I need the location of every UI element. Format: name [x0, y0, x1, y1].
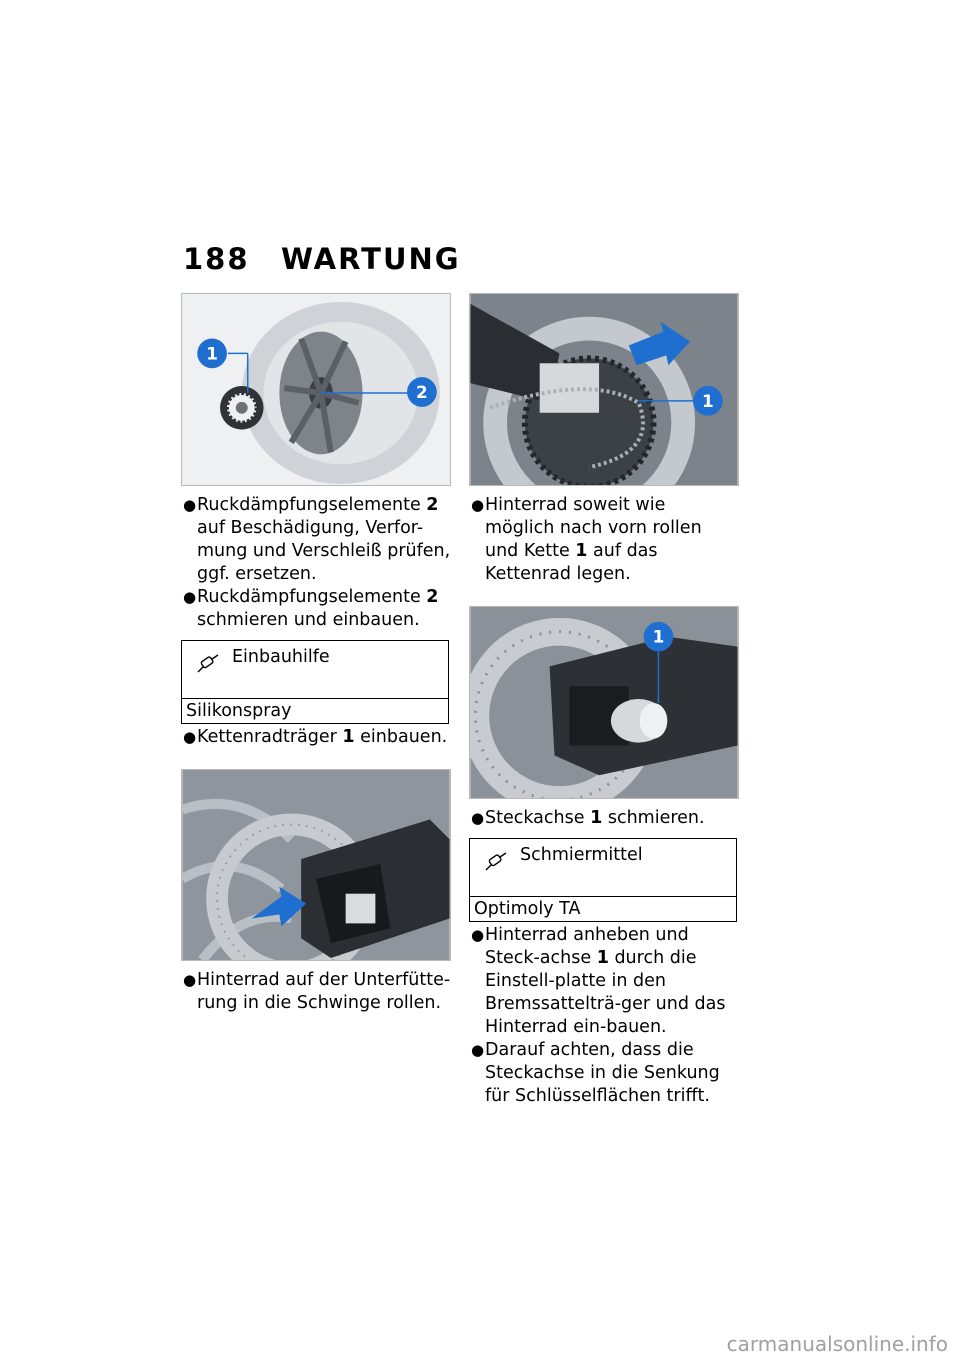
tip-value: Optimoly TA — [470, 896, 736, 921]
wheel-swingarm-illustration — [182, 770, 450, 960]
figure-chain-sprocket — [469, 293, 739, 486]
tip-title: Einbauhilfe — [232, 647, 330, 667]
page-number: 188 — [183, 242, 250, 276]
step-insert-axle: ● Hinterrad anheben und Steck-achse 1 durch die Einstell-platte in den Bremssattelträ-ger und das Hinterrad ein-bauen. — [471, 925, 726, 1037]
reference-number: 2 — [426, 495, 439, 515]
callout-2-label: 2 — [416, 381, 428, 402]
step-install-sprocket-carrier: ● Kettenradträger 1 einbauen. — [183, 727, 448, 747]
reference-number: 1 — [575, 541, 588, 561]
bullet-icon: ● — [471, 1041, 485, 1059]
watermark: carmanualsonline.info — [726, 1332, 948, 1356]
spray-can-icon — [196, 653, 222, 680]
chain-sprocket-illustration — [470, 294, 738, 485]
left-column — [181, 293, 451, 1015]
reference-number: 1 — [342, 727, 355, 747]
step-roll-wheel-into-swingarm: ● Hinterrad auf der Unterfütte-rung in die Schwinge rollen. — [183, 970, 451, 1013]
reference-number: 2 — [426, 587, 439, 607]
step-check-axle-seating: ● Darauf achten, dass die Steckachse in die Senkung für Schlüsselflächen trifft. — [471, 1040, 720, 1106]
bullet-icon: ● — [471, 809, 485, 827]
tip-title: Schmiermittel — [520, 845, 643, 865]
step-lubricate-axle: ● Steckachse 1 schmieren. — [471, 808, 705, 828]
step-lubricate-dampers: ● Ruckdämpfungselemente 2 schmieren und einbauen. — [183, 587, 439, 630]
step-roll-wheel-forward: ● Hinterrad soweit wie möglich nach vorn rollen und Kette 1 auf das Kettenrad legen. — [471, 495, 702, 584]
step-check-dampers: ● Ruckdämpfungselemente 2 auf Beschädigung, Verfor-mung und Verschleiß prüfen, ggf. ersetzen. — [183, 495, 451, 584]
callout-1-label: 1 — [702, 390, 714, 411]
callout-1-label: 1 — [206, 343, 218, 364]
bullet-icon: ● — [471, 926, 485, 944]
reference-number: 1 — [590, 808, 603, 828]
right-column — [469, 293, 739, 1108]
section-title: WARTUNG — [281, 242, 461, 276]
tip-value: Silikonspray — [182, 698, 448, 723]
figure-axle — [469, 606, 739, 799]
bullet-icon: ● — [183, 496, 197, 514]
bullet-icon: ● — [183, 588, 197, 606]
figure-wheel-swingarm — [181, 769, 451, 961]
bullet-icon: ● — [183, 728, 197, 746]
axle-illustration — [470, 607, 738, 798]
wheel-sprocket-illustration — [182, 294, 450, 485]
bullet-icon: ● — [183, 971, 197, 989]
tip-box-installation-aid — [181, 640, 449, 724]
tip-box-lubricant — [469, 838, 737, 922]
callout-1-label: 1 — [652, 626, 665, 647]
page-header — [183, 242, 461, 276]
figure-wheel-sprocket — [181, 293, 451, 486]
bullet-icon: ● — [471, 496, 485, 514]
spray-can-icon — [484, 851, 510, 878]
reference-number: 1 — [596, 948, 609, 968]
